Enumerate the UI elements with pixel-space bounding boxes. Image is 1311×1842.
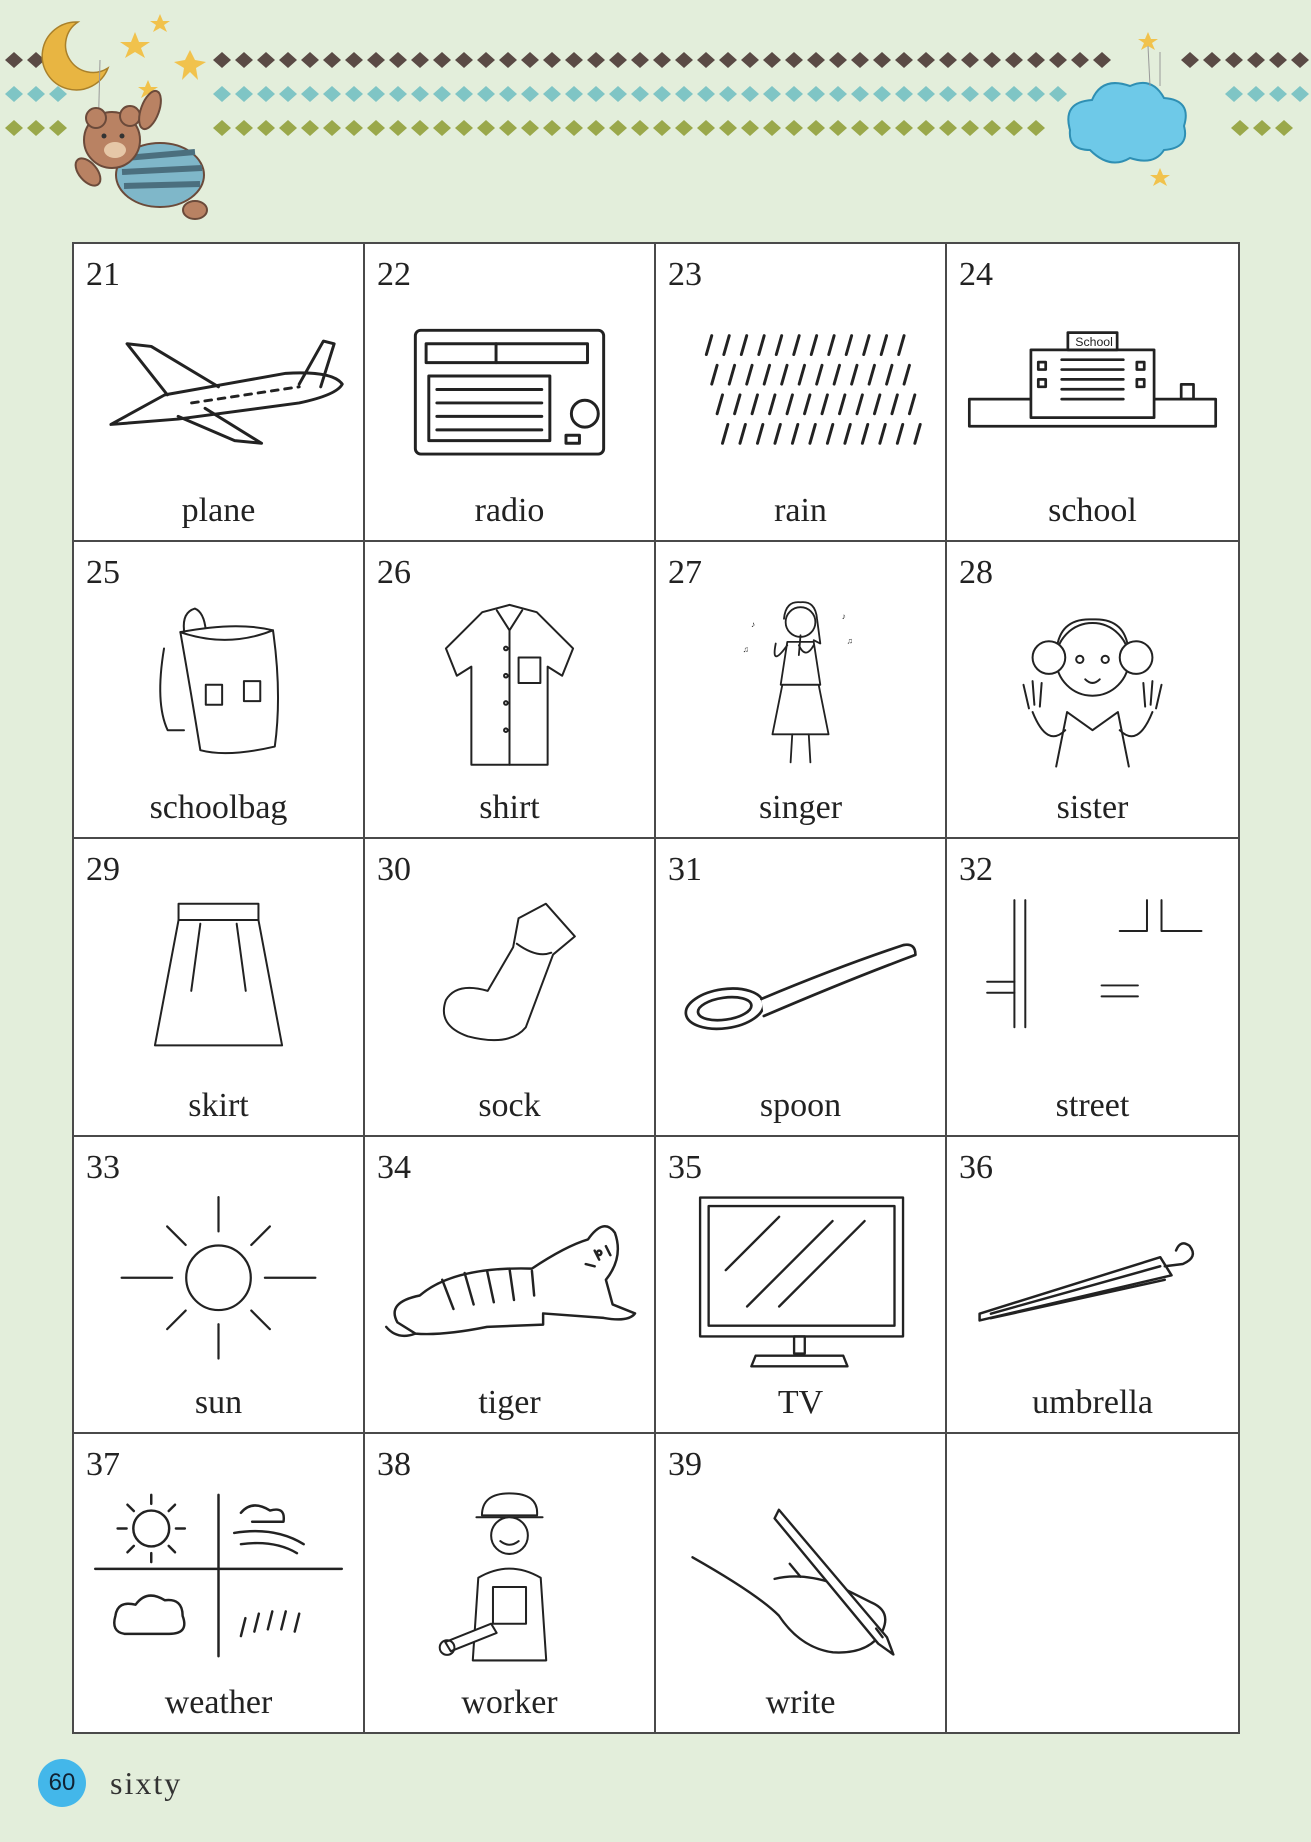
card-number: 31	[668, 851, 702, 889]
radio-icon	[375, 296, 644, 478]
card-word: TV	[777, 1384, 824, 1422]
vocab-card-plane	[74, 244, 365, 542]
vocab-card-school	[947, 244, 1238, 542]
schoolbag-icon	[84, 594, 353, 776]
card-number: 21	[86, 256, 120, 293]
spoon-icon	[666, 891, 935, 1073]
card-number: 36	[959, 1148, 993, 1186]
card-number: 39	[668, 1446, 702, 1484]
tv-icon	[666, 1189, 935, 1371]
street-icon	[957, 891, 1228, 1073]
card-word: sock	[478, 1086, 541, 1124]
card-word: school	[1048, 491, 1137, 529]
card-number: 35	[668, 1148, 702, 1186]
vocabulary-card-grid	[72, 242, 1240, 1734]
vocab-card-umbrella	[947, 1137, 1238, 1435]
card-number: 34	[377, 1148, 411, 1186]
vocab-card-tv	[656, 1137, 947, 1435]
vocab-card-sun	[74, 1137, 365, 1435]
card-number: 29	[86, 851, 120, 889]
card-number: 33	[86, 1148, 120, 1186]
vocab-card-street	[947, 839, 1238, 1137]
vocab-card-write	[656, 1434, 947, 1732]
card-word: worker	[461, 1684, 558, 1721]
weather-icon	[84, 1486, 353, 1670]
sock-icon	[375, 891, 644, 1073]
vocab-card-schoolbag	[74, 542, 365, 840]
card-number: 22	[377, 256, 411, 293]
umbrella-icon	[957, 1189, 1228, 1371]
diamond-row-brown	[5, 52, 1309, 68]
cloud-icon	[1068, 46, 1185, 163]
shirt-icon	[375, 594, 644, 776]
moon-icon	[42, 22, 108, 90]
vocab-card-tiger	[365, 1137, 656, 1435]
vocab-card-sock	[365, 839, 656, 1137]
decorative-banner	[0, 0, 1311, 230]
page-number-word: sixty	[110, 1764, 183, 1801]
card-word: tiger	[478, 1384, 541, 1422]
card-number: 27	[668, 553, 702, 591]
plane-icon	[84, 296, 353, 478]
card-word: rain	[774, 491, 827, 529]
skirt-icon	[84, 891, 353, 1073]
page-number-badge: 60	[38, 1759, 86, 1807]
card-number: 23	[668, 256, 702, 293]
singer-icon	[666, 594, 935, 776]
rain-icon	[666, 296, 935, 478]
card-word: plane	[181, 491, 256, 529]
card-number: 28	[959, 553, 993, 591]
write-icon	[666, 1486, 935, 1670]
page-footer	[38, 1758, 182, 1808]
card-word: skirt	[188, 1086, 249, 1124]
card-number: 24	[959, 256, 993, 293]
card-word: weather	[164, 1684, 273, 1721]
tiger-icon	[375, 1189, 644, 1371]
vocab-card-spoon	[656, 839, 947, 1137]
card-word: radio	[474, 491, 545, 529]
card-number: 26	[377, 553, 411, 591]
empty-card	[947, 1434, 1238, 1732]
svg-text:School: School	[1075, 335, 1113, 350]
card-number: 38	[377, 1446, 411, 1484]
card-word: sister	[1056, 789, 1129, 827]
worker-icon	[375, 1486, 644, 1670]
card-number: 25	[86, 553, 120, 591]
vocab-card-rain	[656, 244, 947, 542]
vocab-card-singer	[656, 542, 947, 840]
card-word: shirt	[479, 789, 540, 827]
svg-text:♪: ♪	[750, 619, 756, 629]
vocab-card-radio	[365, 244, 656, 542]
card-word: umbrella	[1032, 1384, 1153, 1422]
card-word: spoon	[759, 1086, 842, 1124]
sister-icon	[957, 594, 1228, 776]
card-word: street	[1055, 1086, 1130, 1124]
card-word: sun	[194, 1384, 243, 1422]
vocab-card-weather	[74, 1434, 365, 1732]
card-word: singer	[758, 789, 843, 827]
card-number: 37	[86, 1446, 120, 1484]
svg-text:♫: ♫	[742, 644, 749, 654]
vocab-card-skirt	[74, 839, 365, 1137]
svg-text:♫: ♫	[846, 636, 853, 646]
card-word: schoolbag	[149, 789, 288, 827]
vocab-card-shirt	[365, 542, 656, 840]
vocab-card-sister	[947, 542, 1238, 840]
card-word: write	[765, 1684, 836, 1721]
sun-icon	[84, 1189, 353, 1371]
card-number: 30	[377, 851, 411, 889]
svg-text:♪: ♪	[841, 611, 846, 621]
vocab-card-worker	[365, 1434, 656, 1732]
school-icon	[957, 296, 1228, 478]
card-number: 32	[959, 851, 993, 889]
